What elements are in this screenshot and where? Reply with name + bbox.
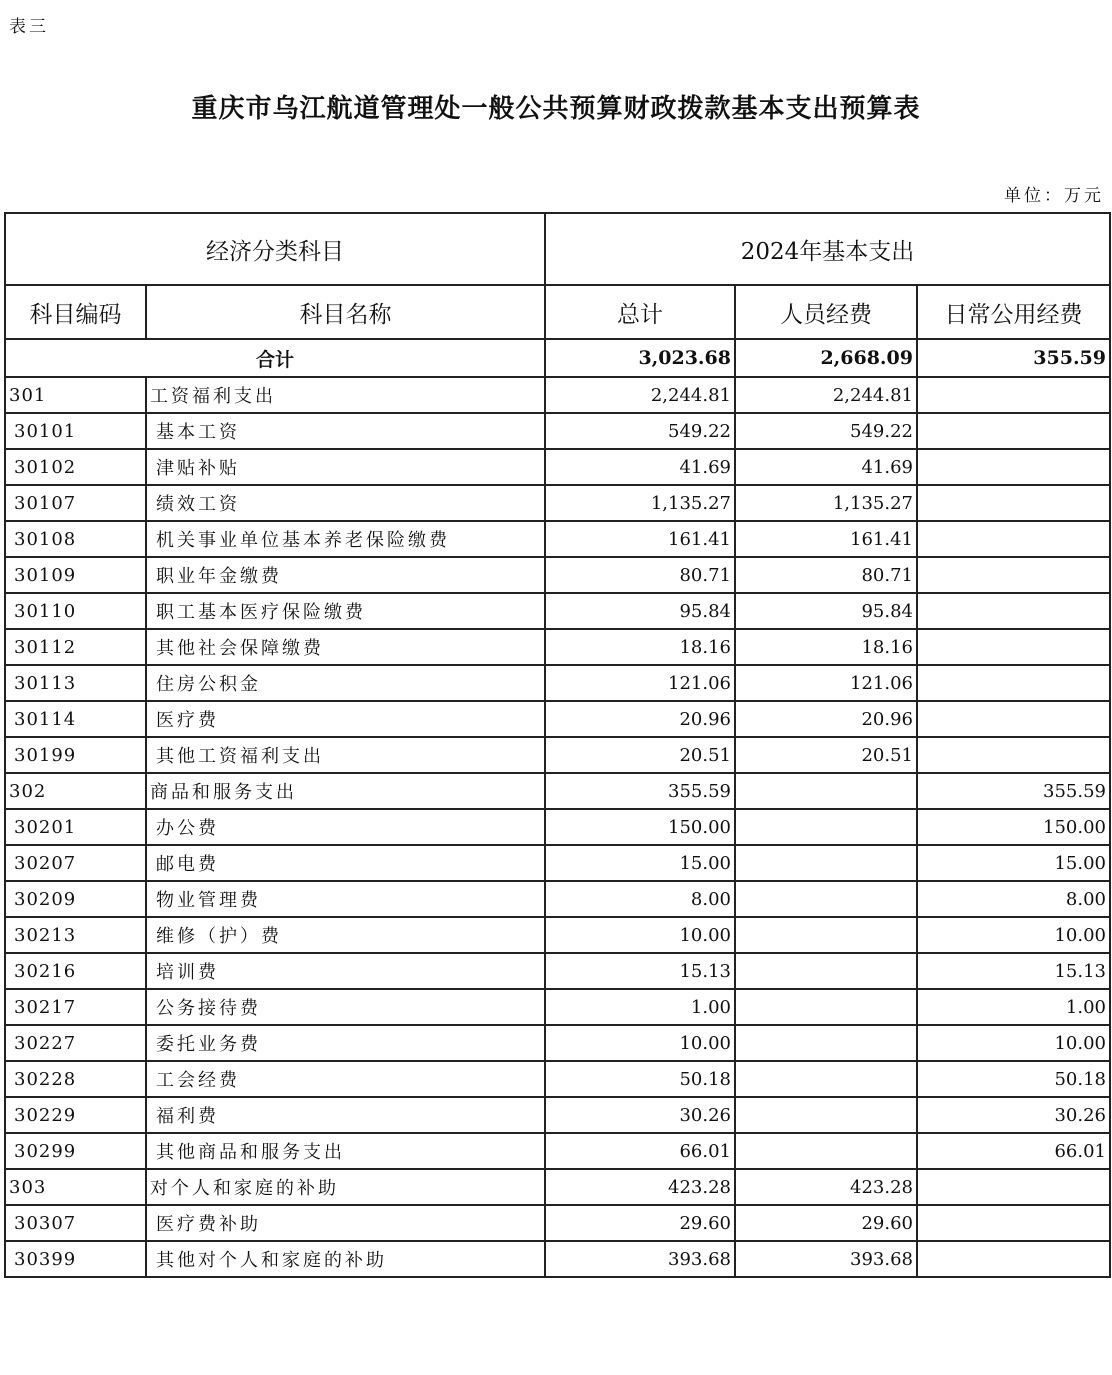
row-personnel: 549.22 [735,413,917,449]
row-name: 工资福利支出 [146,377,545,413]
row-public [917,593,1110,629]
table-row [5,917,1110,953]
row-personnel: 41.69 [735,449,917,485]
row-personnel [735,953,917,989]
row-name: 工会经费 [146,1061,545,1097]
row-code: 30102 [5,449,146,485]
row-name: 培训费 [146,953,545,989]
row-name: 医疗费 [146,701,545,737]
row-personnel [735,845,917,881]
row-public [917,485,1110,521]
row-total: 1,135.27 [545,485,735,521]
row-name: 维修（护）费 [146,917,545,953]
row-code: 30209 [5,881,146,917]
row-personnel: 80.71 [735,557,917,593]
row-total: 15.00 [545,845,735,881]
table-row [5,1025,1110,1061]
row-total: 393.68 [545,1241,735,1277]
row-personnel: 20.96 [735,701,917,737]
row-code: 301 [5,377,146,413]
row-total: 95.84 [545,593,735,629]
row-name: 其他对个人和家庭的补助 [146,1241,545,1277]
row-total: 20.96 [545,701,735,737]
row-public [917,1169,1110,1205]
row-personnel [735,773,917,809]
row-public: 355.59 [917,773,1110,809]
row-total: 30.26 [545,1097,735,1133]
row-public: 8.00 [917,881,1110,917]
table-row [5,377,1110,413]
row-personnel: 20.51 [735,737,917,773]
row-total: 15.13 [545,953,735,989]
table-row [5,557,1110,593]
table-row [5,413,1110,449]
row-total: 20.51 [545,737,735,773]
table-row [5,989,1110,1025]
row-public: 10.00 [917,1025,1110,1061]
table-row [5,665,1110,701]
row-personnel: 161.41 [735,521,917,557]
row-total: 80.71 [545,557,735,593]
row-total: 10.00 [545,1025,735,1061]
row-name: 公务接待费 [146,989,545,1025]
row-code: 30112 [5,629,146,665]
row-code: 30299 [5,1133,146,1169]
row-total: 41.69 [545,449,735,485]
row-name: 邮电费 [146,845,545,881]
row-personnel: 1,135.27 [735,485,917,521]
row-code: 303 [5,1169,146,1205]
table-row [5,629,1110,665]
row-code: 30213 [5,917,146,953]
row-name: 办公费 [146,809,545,845]
header-code: 科目编码 [5,285,146,339]
row-public: 15.00 [917,845,1110,881]
row-total: 50.18 [545,1061,735,1097]
table-row [5,737,1110,773]
row-public [917,521,1110,557]
budget-table [4,212,1111,1278]
row-name: 委托业务费 [146,1025,545,1061]
row-personnel: 2,244.81 [735,377,917,413]
summary-personnel: 2,668.09 [735,339,917,377]
row-public: 50.18 [917,1061,1110,1097]
row-code: 30101 [5,413,146,449]
row-public [917,665,1110,701]
row-code: 30201 [5,809,146,845]
row-total: 2,244.81 [545,377,735,413]
table-row [5,449,1110,485]
row-total: 10.00 [545,917,735,953]
row-total: 355.59 [545,773,735,809]
row-public: 150.00 [917,809,1110,845]
row-name: 机关事业单位基本养老保险缴费 [146,521,545,557]
row-name: 其他商品和服务支出 [146,1133,545,1169]
row-total: 150.00 [545,809,735,845]
table-row [5,1097,1110,1133]
row-code: 30109 [5,557,146,593]
row-total: 8.00 [545,881,735,917]
row-public [917,701,1110,737]
row-name: 住房公积金 [146,665,545,701]
header-personnel: 人员经费 [735,285,917,339]
row-code: 30110 [5,593,146,629]
row-code: 30114 [5,701,146,737]
row-code: 302 [5,773,146,809]
row-code: 30217 [5,989,146,1025]
row-code: 30229 [5,1097,146,1133]
row-personnel: 95.84 [735,593,917,629]
header-row-columns [5,285,1110,339]
table-row [5,773,1110,809]
table-row [5,953,1110,989]
header-row-group [5,213,1110,285]
row-total: 161.41 [545,521,735,557]
row-name: 职业年金缴费 [146,557,545,593]
row-total: 121.06 [545,665,735,701]
row-code: 30113 [5,665,146,701]
row-name: 物业管理费 [146,881,545,917]
table-row [5,1241,1110,1277]
row-public [917,413,1110,449]
row-name: 商品和服务支出 [146,773,545,809]
table-row [5,1205,1110,1241]
row-public: 66.01 [917,1133,1110,1169]
row-personnel [735,1133,917,1169]
row-code: 30216 [5,953,146,989]
row-code: 30227 [5,1025,146,1061]
row-name: 其他社会保障缴费 [146,629,545,665]
row-name: 对个人和家庭的补助 [146,1169,545,1205]
table-row [5,1133,1110,1169]
table-row [5,1169,1110,1205]
row-name: 医疗费补助 [146,1205,545,1241]
table-row [5,809,1110,845]
row-public [917,557,1110,593]
row-total: 66.01 [545,1133,735,1169]
row-public [917,1205,1110,1241]
row-public: 30.26 [917,1097,1110,1133]
row-public [917,1241,1110,1277]
row-personnel [735,1097,917,1133]
row-code: 30199 [5,737,146,773]
row-personnel: 29.60 [735,1205,917,1241]
row-name: 职工基本医疗保险缴费 [146,593,545,629]
header-econ-category: 经济分类科目 [5,213,545,285]
row-code: 30207 [5,845,146,881]
row-public [917,449,1110,485]
summary-label: 合计 [5,339,545,377]
table-number-label: 表三 [9,17,49,37]
summary-public: 355.59 [917,339,1110,377]
row-personnel [735,1061,917,1097]
table-row [5,881,1110,917]
row-name: 其他工资福利支出 [146,737,545,773]
table-row [5,593,1110,629]
header-basic-expenditure: 2024年基本支出 [545,213,1110,285]
row-name: 基本工资 [146,413,545,449]
table-row [5,701,1110,737]
row-total: 549.22 [545,413,735,449]
table-row [5,485,1110,521]
row-personnel: 121.06 [735,665,917,701]
table-row [5,521,1110,557]
row-total: 1.00 [545,989,735,1025]
row-total: 423.28 [545,1169,735,1205]
header-public: 日常公用经费 [917,285,1110,339]
row-code: 30228 [5,1061,146,1097]
row-name: 福利费 [146,1097,545,1133]
row-code: 30399 [5,1241,146,1277]
table-row [5,845,1110,881]
row-personnel: 423.28 [735,1169,917,1205]
row-personnel: 393.68 [735,1241,917,1277]
row-public [917,629,1110,665]
row-name: 绩效工资 [146,485,545,521]
row-personnel: 18.16 [735,629,917,665]
summary-row [5,339,1110,377]
row-public: 15.13 [917,953,1110,989]
row-public [917,377,1110,413]
header-name: 科目名称 [146,285,545,339]
row-personnel [735,881,917,917]
row-personnel [735,989,917,1025]
unit-label: 单位：万元 [1004,186,1104,206]
row-name: 津贴补贴 [146,449,545,485]
header-total: 总计 [545,285,735,339]
row-public [917,737,1110,773]
row-code: 30307 [5,1205,146,1241]
row-personnel [735,917,917,953]
row-public: 1.00 [917,989,1110,1025]
row-public: 10.00 [917,917,1110,953]
row-total: 29.60 [545,1205,735,1241]
page-title: 重庆市乌江航道管理处一般公共预算财政拨款基本支出预算表 [191,94,921,124]
row-personnel [735,1025,917,1061]
row-personnel [735,809,917,845]
row-code: 30108 [5,521,146,557]
summary-total: 3,023.68 [545,339,735,377]
table-row [5,1061,1110,1097]
row-code: 30107 [5,485,146,521]
row-total: 18.16 [545,629,735,665]
